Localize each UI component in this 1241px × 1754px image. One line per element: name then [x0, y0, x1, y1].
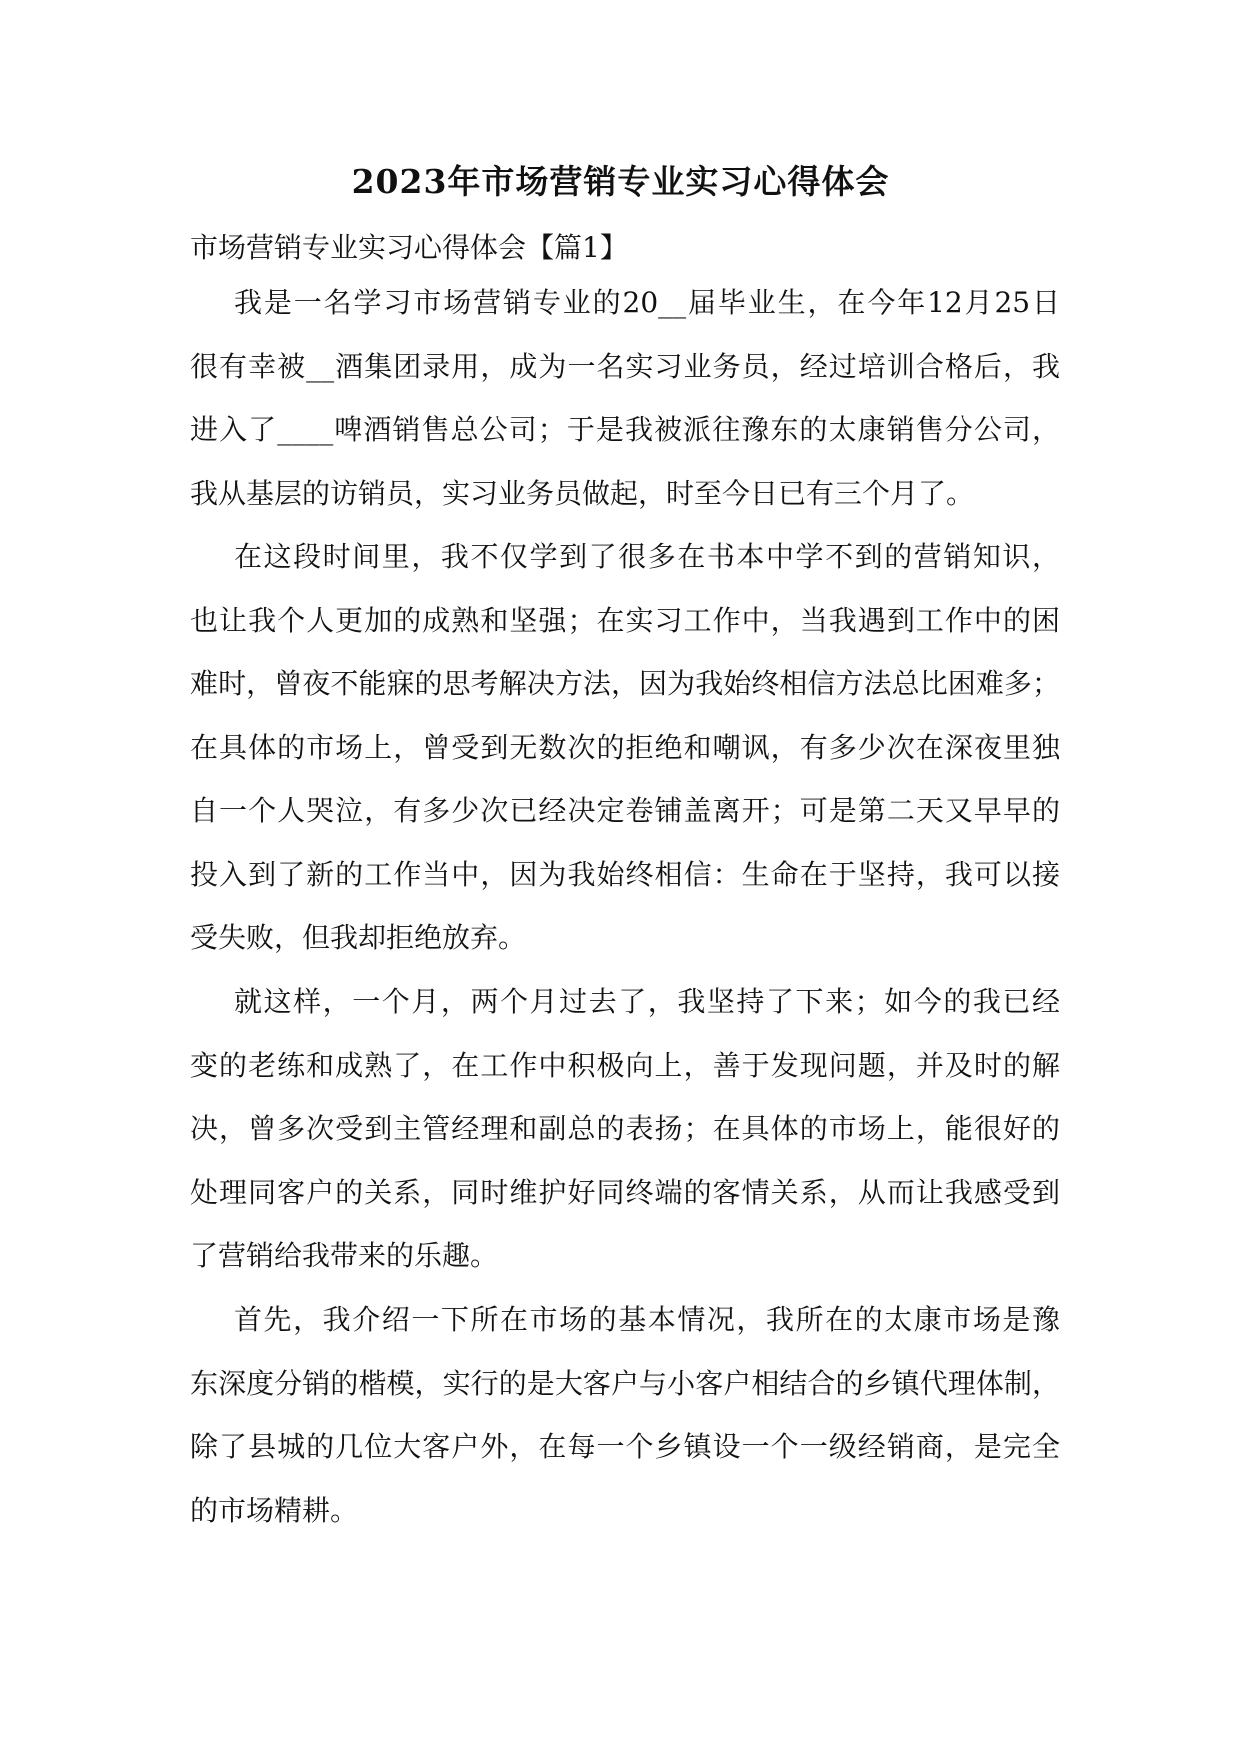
paragraph-line: 受失败，但我却拒绝放弃。 [190, 921, 527, 954]
paragraph-line: 很有幸被__酒集团录用，成为一名实习业务员，经过培训合格后，我 [190, 349, 1060, 383]
paragraph-line: 在具体的市场上，曾受到无数次的拒绝和嘲讽，有多少次在深夜里独 [190, 730, 1060, 764]
paragraph-line: 在这段时间里，我不仅学到了很多在书本中学不到的营销知识， [234, 540, 1060, 573]
paragraph-line: 进入了____啤酒销售总公司；于是我被派往豫东的太康销售分公司， [190, 413, 1060, 446]
paragraph-line: 自一个人哭泣，有多少次已经决定卷铺盖离开；可是第二天又早早的 [190, 794, 1060, 827]
paragraph-line: 的市场精耕。 [190, 1493, 359, 1527]
paragraph-line: 了营销给我带来的乐趣。 [190, 1239, 499, 1272]
paragraph-line: 东深度分销的楷模，实行的是大客户与小客户相结合的乡镇代理体制， [190, 1366, 1060, 1400]
paragraph-line: 首先，我介绍一下所在市场的基本情况，我所在的太康市场是豫 [234, 1303, 1060, 1336]
paragraph-line: 决，曾多次受到主管经理和副总的表扬；在具体的市场上，能很好的 [190, 1112, 1060, 1145]
paragraph-line: 我从基层的访销员，实习业务员做起，时至今日已有三个月了。 [190, 476, 975, 510]
paragraph-3 [190, 970, 1060, 1288]
paragraph-4 [190, 1288, 1060, 1542]
paragraph-line: 变的老练和成熟了，在工作中积极向上，善于发现问题，并及时的解 [190, 1048, 1060, 1082]
paragraph-line: 就这样，一个月，两个月过去了，我坚持了下来；如今的我已经 [234, 985, 1060, 1018]
paragraph-line: 处理同客户的关系，同时维护好同终端的客情关系，从而让我感受到 [190, 1175, 1060, 1209]
paragraph-2 [190, 525, 1060, 970]
section-heading: 市场营销专业实习心得体会【篇1】 [190, 231, 628, 264]
paragraph-line: 也让我个人更加的成熟和坚强；在实习工作中，当我遇到工作中的困 [190, 603, 1060, 637]
paragraph-1 [190, 271, 1060, 525]
paragraph-line: 投入到了新的工作当中，因为我始终相信：生命在于坚持，我可以接 [190, 857, 1060, 891]
document-title: 2023年市场营销专业实习心得体会 [351, 162, 890, 201]
paragraph-line: 除了县城的几位大客户外，在每一个乡镇设一个一级经销商，是完全 [190, 1430, 1060, 1463]
paragraph-line: 我是一名学习市场营销专业的20__届毕业生，在今年12月25日 [234, 286, 1060, 319]
paragraph-line: 难时，曾夜不能寐的思考解决方法，因为我始终相信方法总比困难多； [190, 667, 1060, 700]
